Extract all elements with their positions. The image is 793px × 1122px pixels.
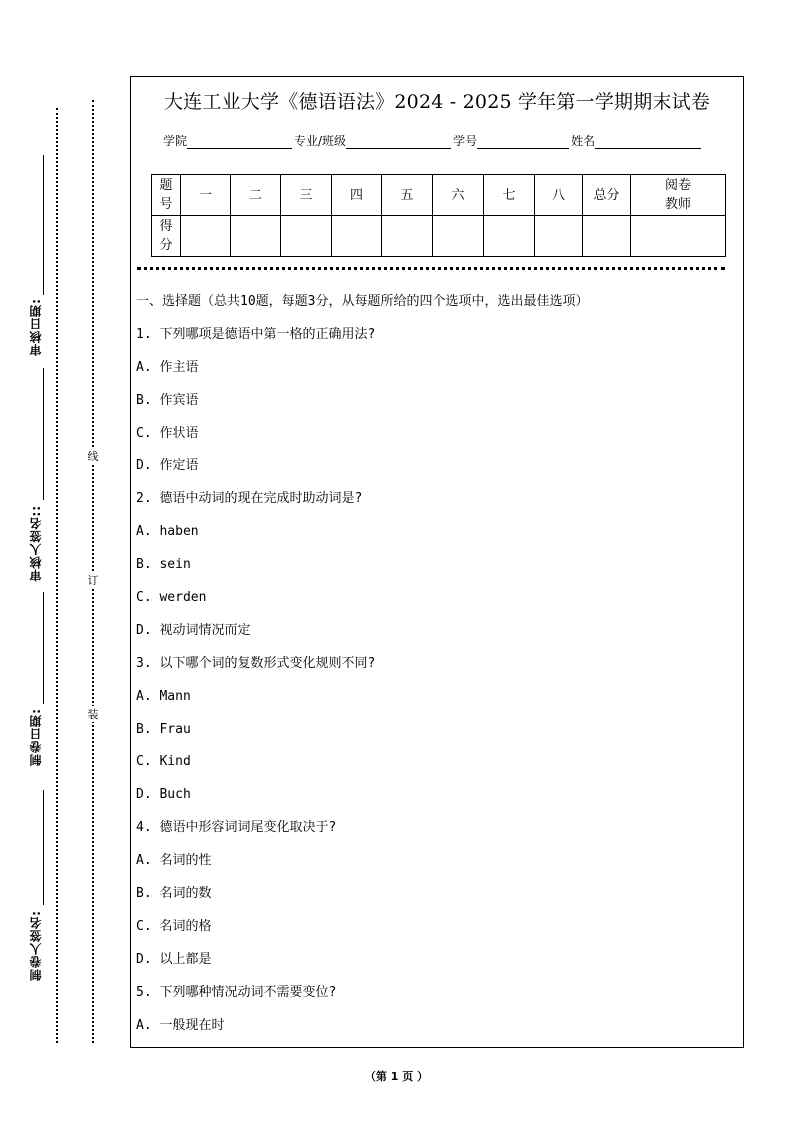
question-text: 2. 德语中动词的现在完成时助动词是? [136, 491, 363, 507]
make-date-line [43, 592, 44, 704]
score-entry-cell[interactable] [382, 216, 433, 257]
question-number-label: 题 号 [152, 175, 181, 216]
answer-option: B. sein [136, 557, 191, 573]
answer-option: B. 名词的数 [136, 886, 212, 902]
answer-option: C. 作状语 [136, 425, 199, 441]
score-table-header-cell: 三 [281, 175, 332, 216]
reviewer-sign-label: 审核人签名:: [28, 505, 43, 582]
college-field[interactable] [187, 134, 292, 149]
answer-option: D. 视动词情况而定 [136, 622, 251, 638]
score-entry-cell[interactable] [231, 216, 281, 257]
question-text: 5. 下列哪种情况动词不需要变位? [136, 984, 337, 1000]
answer-option: C. werden [136, 590, 207, 606]
major-label: 专业/班级 [294, 134, 347, 148]
maker-sign-line [43, 790, 44, 905]
student-id-field[interactable] [477, 134, 569, 149]
score-table-header-cell: 一 [181, 175, 231, 216]
answer-option: A. 一般现在时 [136, 1017, 225, 1033]
student-id-label: 学号 [453, 134, 478, 148]
question-content [136, 292, 733, 1048]
answer-option: D. Buch [136, 787, 191, 803]
score-table-header-cell: 阅卷 教师 [631, 175, 726, 216]
answer-option: A. 名词的性 [136, 853, 212, 869]
make-date-label: 制卷日期: [28, 708, 43, 766]
question-text: 1. 下列哪项是德语中第一格的正确用法? [136, 326, 376, 342]
answer-option: D. 以上都是 [136, 951, 212, 967]
score-entry-cell[interactable] [535, 216, 583, 257]
score-table-header-cell: 四 [332, 175, 382, 216]
score-entry-cell[interactable] [433, 216, 484, 257]
score-table [151, 174, 726, 257]
answer-option: A. haben [136, 524, 199, 540]
page-number: （第 1 页 ） [364, 1070, 429, 1083]
score-table-score-row [152, 216, 726, 257]
question-text: 3. 以下哪个词的复数形式变化规则不同? [136, 655, 376, 671]
exam-frame [130, 76, 744, 1048]
binding-char-ding: 订 [87, 574, 99, 587]
student-info-row [163, 132, 703, 149]
score-table-header-cell: 二 [231, 175, 281, 216]
answer-option: B. Frau [136, 721, 191, 737]
reviewer-sign-line [43, 368, 44, 500]
binding-dotted-line-outer [56, 108, 58, 1043]
score-table-header-cell: 八 [535, 175, 583, 216]
maker-sign-label: 制卷人签名: [28, 910, 43, 981]
score-entry-cell[interactable] [281, 216, 332, 257]
section-title: 一、选择题（总共10题，每题3分，从每题所给的四个选项中，选出最佳选项） [136, 294, 589, 309]
score-entry-cell[interactable] [484, 216, 535, 257]
score-entry-cell[interactable] [631, 216, 726, 257]
major-class-field[interactable] [346, 134, 451, 149]
score-table-header-cell: 总分 [583, 175, 631, 216]
exam-title: 大连工业大学《德语语法》2024 - 2025 学年第一学期期末试卷 [163, 91, 711, 113]
score-label: 得 分 [152, 216, 181, 257]
section-separator [137, 267, 725, 270]
review-date-label: 审核日期: [28, 298, 43, 356]
answer-option: A. Mann [136, 688, 191, 704]
score-table-header-cell: 七 [484, 175, 535, 216]
binding-char-xian: 线 [87, 450, 99, 463]
answer-option: C. Kind [136, 754, 191, 770]
name-label: 姓名 [571, 134, 596, 148]
name-field[interactable] [595, 134, 701, 149]
binding-char-zhuang: 装 [87, 708, 99, 721]
score-table-header-row [152, 175, 726, 216]
review-date-line [43, 155, 44, 295]
score-table-header-cell: 五 [382, 175, 433, 216]
question-text: 4. 德语中形容词词尾变化取决于? [136, 820, 337, 836]
score-entry-cell[interactable] [181, 216, 231, 257]
college-label: 学院 [163, 134, 188, 148]
score-entry-cell[interactable] [332, 216, 382, 257]
score-table-header-cell: 六 [433, 175, 484, 216]
answer-option: A. 作主语 [136, 359, 199, 375]
answer-option: D. 作定语 [136, 458, 199, 474]
answer-option: C. 名词的格 [136, 918, 212, 934]
score-entry-cell[interactable] [583, 216, 631, 257]
answer-option: B. 作宾语 [136, 392, 199, 408]
